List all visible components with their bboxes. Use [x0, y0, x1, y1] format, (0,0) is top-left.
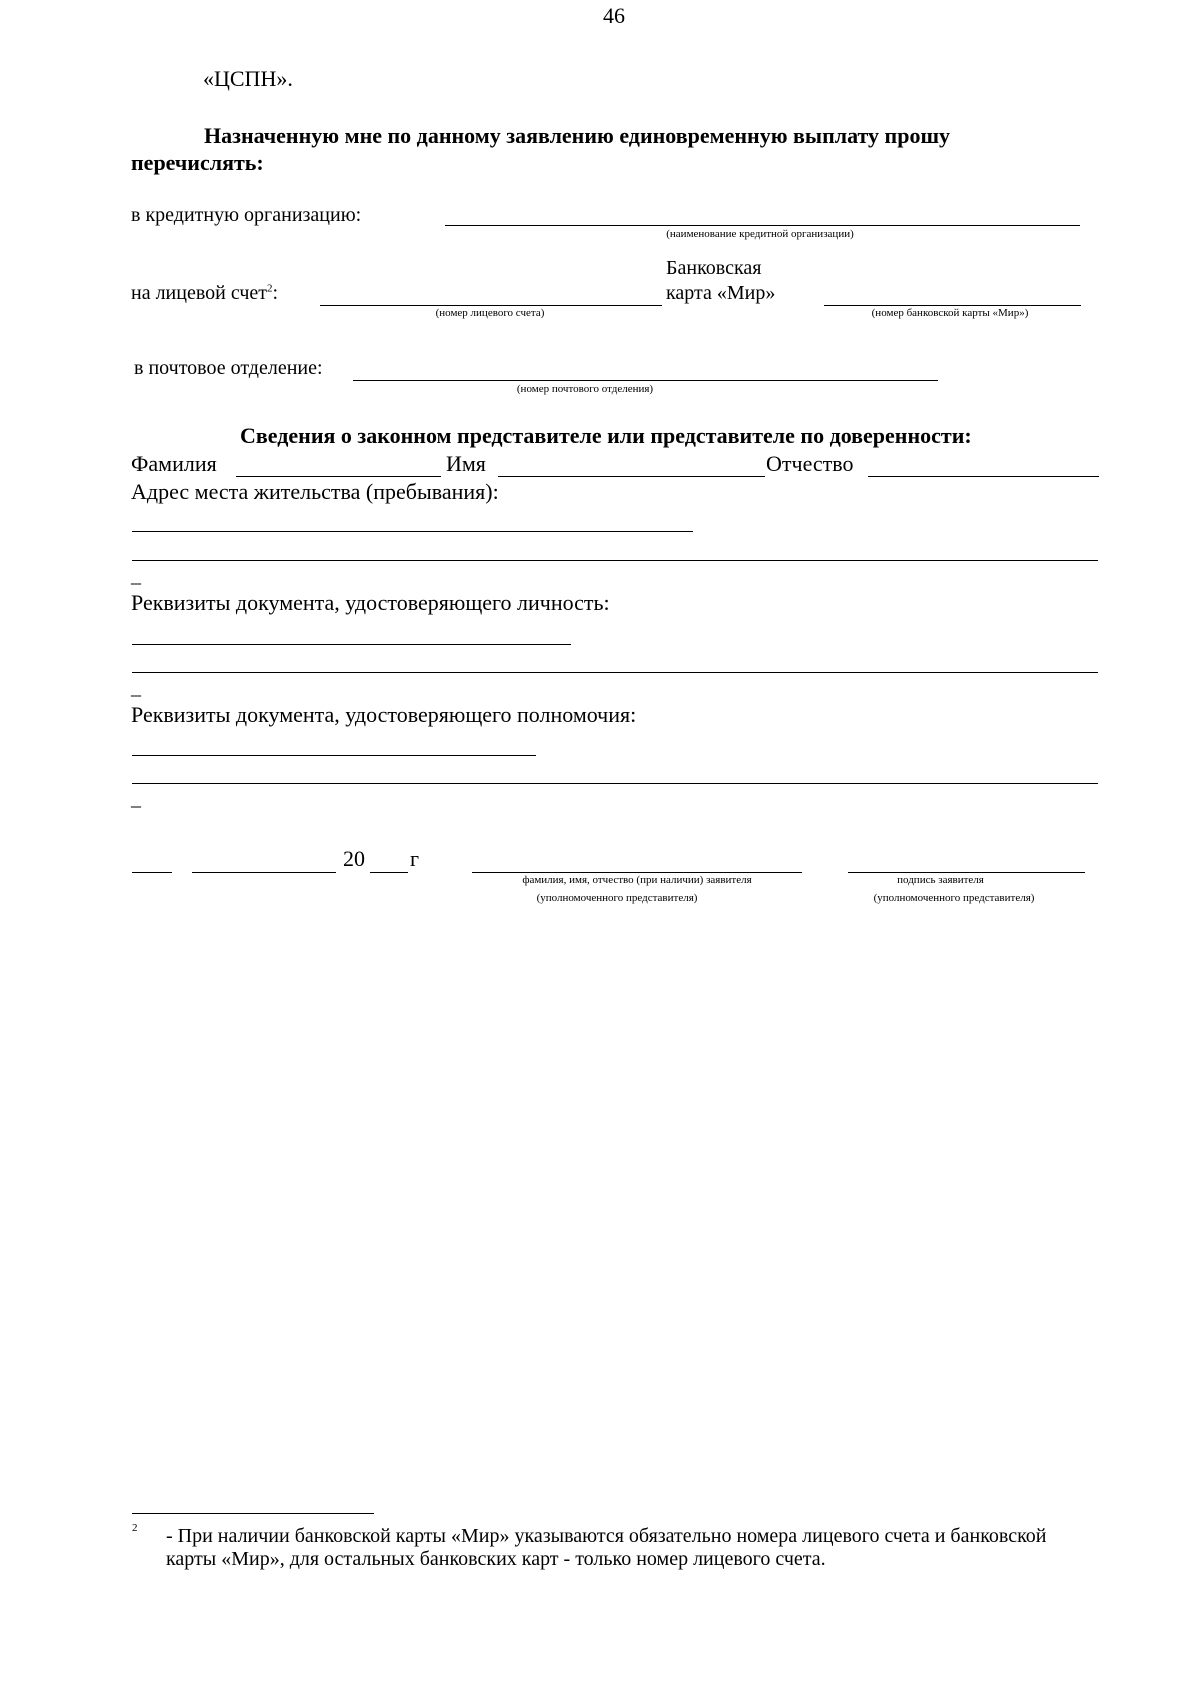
account-label-suffix: : [272, 282, 279, 304]
name-input-line[interactable] [498, 476, 765, 477]
id-doc-label: Реквизиты документа, удостоверяющего личность: [131, 590, 610, 615]
applicant-name-line[interactable] [472, 872, 802, 873]
credit-org-caption: (наименование кредитной организации) [666, 228, 854, 240]
footnote-line2: карты «Мир», для остальных банковских карт - только номер лицевого счета. [166, 1548, 826, 1570]
address-label: Адрес места жительства (пребывания): [131, 479, 499, 504]
applicant-name-caption-1: фамилия, имя, отчество (при наличии) заявителя [522, 874, 752, 886]
applicant-signature-caption-1: подпись заявителя [897, 874, 984, 886]
post-office-input-line[interactable] [353, 380, 938, 381]
footnote-ref: 2 [267, 282, 273, 295]
account-caption: (номер лицевого счета) [435, 307, 545, 319]
surname-input-line[interactable] [236, 476, 441, 477]
footnote-line1: - При наличии банковской карты «Мир» указываются обязательно номера лицевого счета и банковской [166, 1525, 1047, 1547]
page-number: 46 [603, 3, 625, 28]
address-input-line-1[interactable] [132, 531, 693, 532]
id-doc-dash: _ [131, 677, 141, 699]
date-day-line[interactable] [132, 872, 172, 873]
credit-org-label: в кредитную организацию: [131, 204, 362, 226]
card-number-input-line[interactable] [824, 305, 1081, 306]
account-number-input-line[interactable] [320, 305, 662, 306]
account-label [131, 283, 278, 303]
id-doc-input-line-2[interactable] [132, 672, 1098, 673]
date-year-line[interactable] [370, 872, 408, 873]
patronymic-label: Отчество [766, 451, 854, 476]
authority-doc-dash: _ [131, 788, 141, 810]
patronymic-input-line[interactable] [868, 476, 1099, 477]
intro-fragment: «ЦСПН». [203, 66, 293, 91]
credit-org-input-line[interactable] [445, 225, 1080, 226]
id-doc-input-line-1[interactable] [132, 644, 571, 645]
representative-heading: Сведения о законном представителе или представителе по доверенности: [240, 423, 972, 448]
applicant-signature-caption-2: (уполномоченного представителя) [873, 892, 1035, 904]
authority-doc-label: Реквизиты документа, удостоверяющего полномочия: [131, 702, 637, 727]
date-year-suffix: г [410, 846, 420, 871]
address-dash: _ [131, 565, 141, 587]
card-label-line2: карта «Мир» [666, 282, 776, 304]
date-year-prefix: 20 [343, 846, 365, 871]
applicant-signature-line[interactable] [848, 872, 1085, 873]
payment-heading-line1: Назначенную мне по данному заявлению единовременную выплату прошу [204, 123, 951, 148]
applicant-name-caption-2: (уполномоченного представителя) [536, 892, 698, 904]
card-caption: (номер банковской карты «Мир») [871, 307, 1029, 319]
post-office-caption: (номер почтового отделения) [516, 383, 654, 395]
account-label-text: на лицевой счет [131, 282, 268, 304]
authority-doc-input-line-2[interactable] [132, 783, 1098, 784]
address-input-line-2[interactable] [132, 560, 1098, 561]
footnote-separator [132, 1513, 374, 1514]
card-label-line1: Банковская [666, 257, 762, 279]
authority-doc-input-line-1[interactable] [132, 755, 536, 756]
name-label: Имя [446, 451, 486, 476]
date-month-line[interactable] [192, 872, 336, 873]
surname-label: Фамилия [131, 451, 217, 476]
post-office-label: в почтовое отделение: [134, 357, 323, 379]
payment-heading-line2: перечислять: [131, 150, 264, 175]
footnote-marker: 2 [132, 1522, 138, 1534]
